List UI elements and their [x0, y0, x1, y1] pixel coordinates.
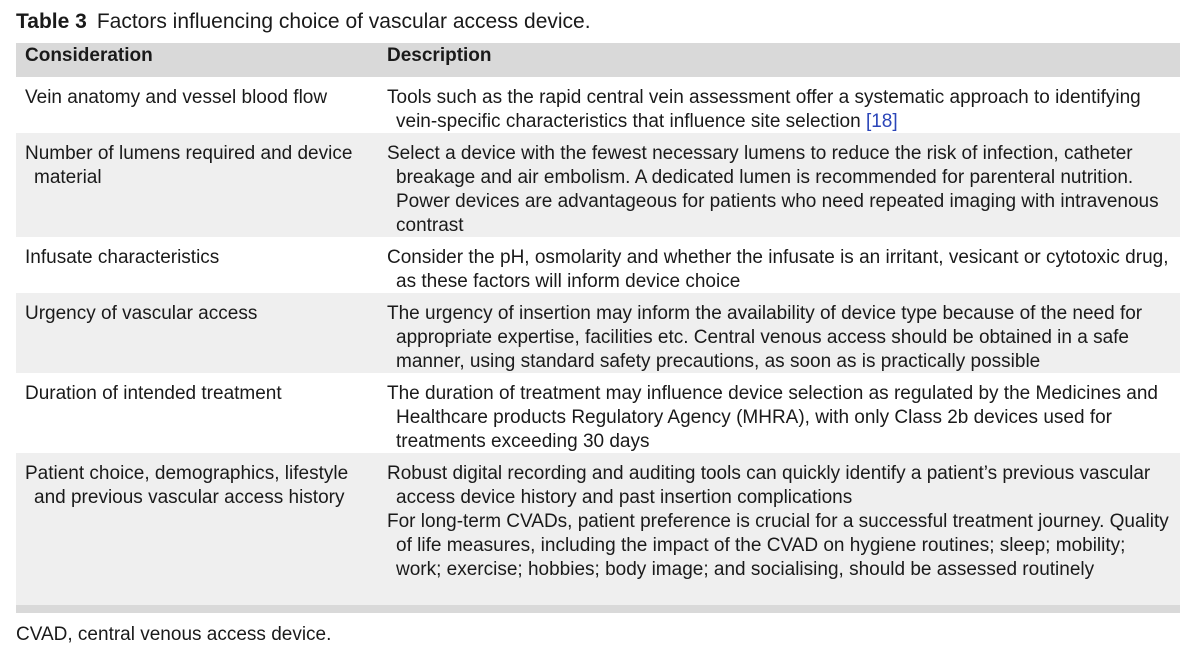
- factors-table: [16, 43, 1180, 613]
- table-footnote: CVAD, central venous access device.: [16, 624, 332, 645]
- table-title: Factors influencing choice of vascular access device.: [96, 10, 591, 33]
- consideration-cell: Vein anatomy and vessel blood flow: [25, 87, 328, 108]
- table-row: [16, 77, 1180, 133]
- description-cell: For long-term CVADs, patient preference is crucial for a successful treatment journey. Quality of life measures, including the impact of the CVAD on hygiene routines; sleep; mobility; work; exercise; hobbies; body image; and socialising, should be assessed routinely: [387, 511, 1169, 580]
- description-cell: The urgency of insertion may inform the availability of device type because of the need for appropriate expertise, facilities etc. Central venous access should be obtained in a safe manner, using standard safety precautions, as soon as is practically possible: [387, 303, 1143, 372]
- table-row: [16, 293, 1180, 373]
- citation-link[interactable]: [18]: [865, 111, 898, 132]
- table-row: [16, 133, 1180, 237]
- table-caption: [16, 8, 591, 36]
- table-row: [16, 373, 1180, 453]
- header-consideration: Consideration: [25, 45, 153, 66]
- table-bottom-rule: [16, 605, 1180, 613]
- description-cell: Select a device with the fewest necessary lumens to reduce the risk of infection, catheter breakage and air embolism. A dedicated lumen is recommended for parenteral nutrition. Power devices are advantageous for patients who need repeated imaging with intravenous contrast: [387, 143, 1159, 236]
- description-cell: Consider the pH, osmolarity and whether the infusate is an irritant, vesicant or cytotoxic drug, as these factors will inform device choice: [387, 247, 1169, 292]
- description-cell: Tools such as the rapid central vein assessment offer a systematic approach to identifying vein-specific characteristics that influence site selection [18]: [387, 87, 1141, 132]
- consideration-cell: Infusate characteristics: [25, 247, 220, 268]
- header-description: Description: [387, 45, 492, 66]
- consideration-cell: Duration of intended treatment: [25, 383, 282, 404]
- table-row: [16, 453, 1180, 605]
- table-row: [16, 237, 1180, 293]
- table-header-row: [16, 43, 1180, 77]
- description-cell: Robust digital recording and auditing tools can quickly identify a patient’s previous vascular access device history and past insertion complications: [387, 463, 1151, 508]
- consideration-cell: Patient choice, demographics, lifestyle and previous vascular access history: [25, 463, 349, 508]
- description-cell: The duration of treatment may influence device selection as regulated by the Medicines and Healthcare products Regulatory Agency (MHRA), with only Class 2b devices used for treatments exceeding 30 days: [387, 383, 1159, 452]
- table-label: Table 3: [16, 10, 87, 33]
- consideration-cell: Urgency of vascular access: [25, 303, 258, 324]
- consideration-cell: Number of lumens required and device material: [25, 143, 353, 188]
